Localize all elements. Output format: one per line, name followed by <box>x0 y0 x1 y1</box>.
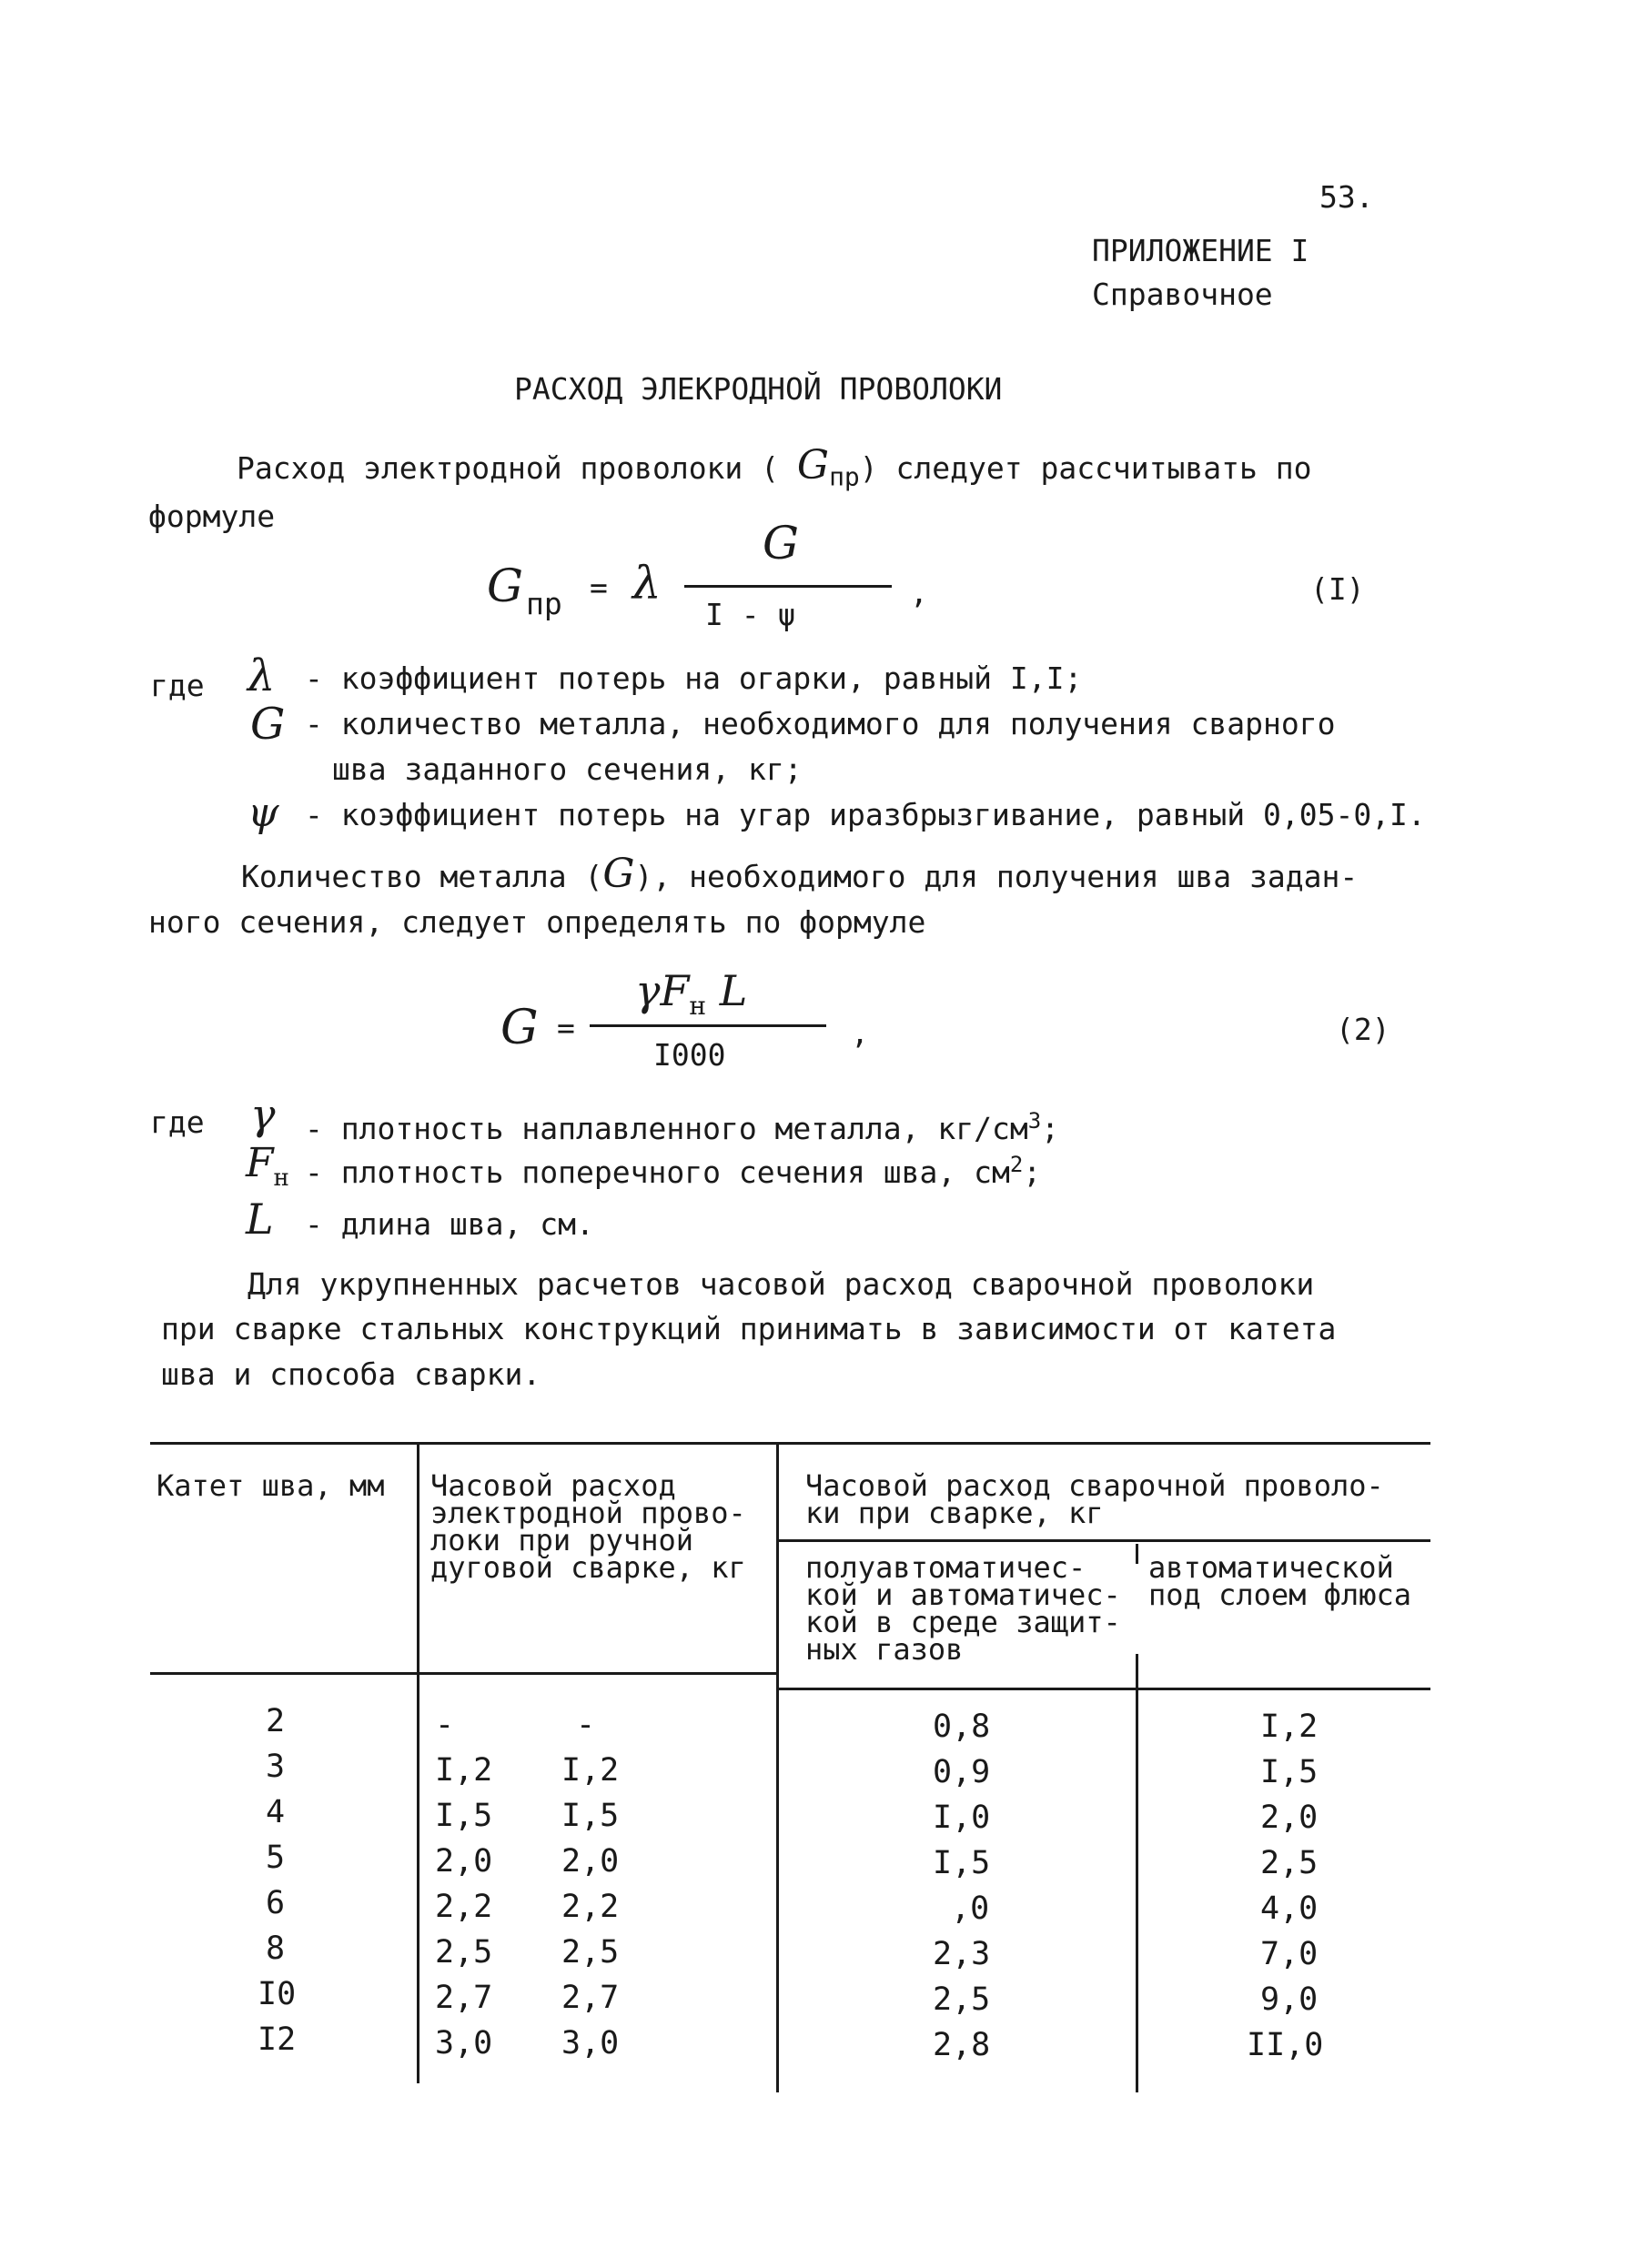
table-cell-manual-b: I,2 <box>561 1752 620 1789</box>
table-cell-auto: 7,0 <box>1260 1936 1319 1972</box>
where-1-def-g: - количество металла, необходимого для получения сварного <box>305 706 1336 741</box>
where-2-symbol-gamma: γ <box>250 1090 276 1139</box>
table-cell-manual-b: 2,5 <box>561 1934 620 1971</box>
where-label-2: где <box>150 1104 205 1140</box>
table-cell-manual-a: I,5 <box>435 1798 493 1834</box>
table-cell-manual-a: 3,0 <box>435 2025 493 2061</box>
table-header-rule-right <box>778 1688 1430 1690</box>
where-2-def-l: - длина шва, см. <box>305 1206 594 1242</box>
table-cell-katet: 8 <box>266 1930 286 1967</box>
where-2-def-gamma-text: - плотность наплавленного металла, кг/см <box>305 1111 1028 1146</box>
where-2-symbol-f-sub: н <box>273 1164 289 1192</box>
table-cell-semi: 2,5 <box>933 1981 991 2018</box>
table-cell-semi: ,0 <box>951 1890 990 1927</box>
symbol-g: G <box>796 442 830 489</box>
table-cell-katet: 4 <box>266 1794 286 1830</box>
table-subheader-rule <box>778 1539 1430 1542</box>
para-2-line-1 <box>241 852 1358 899</box>
para-3-line-3: шва и способа сварки. <box>161 1356 541 1392</box>
table-cell-auto: 2,5 <box>1260 1845 1319 1881</box>
where-2-def-f-text: - плотность поперечного сечения шва, см <box>305 1154 1010 1190</box>
para-2-text-b: ), необходимого для получения шва задан- <box>634 859 1359 894</box>
table-cell-auto: 2,0 <box>1260 1799 1319 1836</box>
table-header-auto-line: под слоем флюса <box>1148 1578 1411 1612</box>
symbol-subscript: пр <box>829 461 860 492</box>
formula-1-lhs-sub: пр <box>526 586 562 621</box>
table-header-manual <box>430 1468 746 1585</box>
table-cell-manual-b: 2,2 <box>561 1889 620 1925</box>
intro-text-a: Расход электродной проволоки ( <box>237 450 780 486</box>
formula-2-numerator <box>635 966 747 1021</box>
formula-1-lambda: λ <box>632 557 662 610</box>
para-3-line-1: Для укрупненных расчетов часовой расход сварочной проволоки <box>248 1266 1315 1302</box>
where-1-def-psi: - коэффициент потерь на угар иразбрызгивание, равный 0,05-0,I. <box>305 797 1426 832</box>
table-cell-auto: II,0 <box>1247 2027 1324 2063</box>
table-cell-auto: 9,0 <box>1260 1981 1319 2018</box>
table-cell-manual-a: I,2 <box>435 1752 493 1789</box>
table-cell-katet: 5 <box>266 1840 286 1876</box>
table-header-semiauto-line: полуавтоматичес- <box>805 1550 1086 1585</box>
appendix-kind: Справочное <box>1092 277 1273 312</box>
table-header-semiauto-line: кой и автоматичес- <box>805 1578 1121 1612</box>
where-1-symbol-lambda: λ <box>248 650 276 701</box>
table-cell-auto: I,5 <box>1260 1754 1319 1790</box>
formula-2-numerator-sub: н <box>689 991 707 1022</box>
where-2-def-f <box>305 1143 1041 1194</box>
table-header-rule-left <box>150 1672 778 1675</box>
page-number: 53. <box>1319 179 1374 215</box>
where-2-def-gamma-sup: 3 <box>1027 1108 1042 1134</box>
formula-2-fraction-bar <box>590 1024 826 1027</box>
where-1-symbol-g: G <box>250 699 286 750</box>
table-header-katet: Катет шва, мм <box>157 1468 385 1503</box>
table-cell-semi: 2,3 <box>933 1936 991 1972</box>
formula-2-comma: , <box>851 1015 869 1051</box>
formula-2-numerator-main: γF <box>635 966 690 1015</box>
table-top-rule <box>150 1442 1430 1445</box>
table-cell-manual-a: 2,0 <box>435 1843 493 1880</box>
formula-2-lhs: G <box>500 1001 539 1055</box>
table-cell-semi: 2,8 <box>933 2027 991 2063</box>
table-header-auto <box>1148 1550 1411 1612</box>
table-col-divider-1 <box>417 1442 419 2083</box>
where-2-def-gamma-tail: ; <box>1041 1111 1060 1146</box>
table-header-wire-line: ки при сварке, кг <box>805 1496 1104 1530</box>
page-title: РАСХОД ЭЛЕКРОДНОЙ ПРОВОЛОКИ <box>514 371 1003 407</box>
table-cell-katet: I2 <box>258 2021 297 2058</box>
table-cell-katet: 2 <box>266 1703 286 1739</box>
table-cell-manual-b: 2,7 <box>561 1980 620 2016</box>
formula-1-denominator: I - ψ <box>705 597 796 632</box>
formula-2-denominator: I000 <box>653 1037 726 1073</box>
table-header-manual-line: электродной прово- <box>430 1496 746 1530</box>
formula-1-number: (I) <box>1310 571 1365 607</box>
table-cell-manual-b: - <box>576 1707 596 1743</box>
table-cell-auto: I,2 <box>1260 1709 1319 1745</box>
table-header-semiauto-line: ных газов <box>805 1632 964 1667</box>
table-cell-semi: 0,8 <box>933 1709 991 1745</box>
table-header-auto-line: автоматической <box>1148 1550 1394 1585</box>
formula-2-numerator-tail: L <box>706 966 748 1015</box>
formula-2-eq: = <box>557 1010 575 1045</box>
where-2-symbol-l: L <box>246 1194 274 1244</box>
formula-2-number: (2) <box>1336 1012 1390 1047</box>
table-cell-auto: 4,0 <box>1260 1890 1319 1927</box>
formula-1-lhs: G <box>487 559 523 612</box>
where-2-symbol-f <box>246 1140 289 1192</box>
table-cell-manual-a: 2,7 <box>435 1980 493 2016</box>
para-2-text-a: Количество металла ( <box>241 859 603 894</box>
table-cell-manual-a: 2,2 <box>435 1889 493 1925</box>
formula-1-comma: , <box>910 575 928 610</box>
where-2-symbol-f-main: F <box>246 1140 274 1186</box>
table-header-wire-line: Часовой расход сварочной проволо- <box>805 1468 1384 1503</box>
table-cell-manual-b: 3,0 <box>561 2025 620 2061</box>
where-1-def-g-cont: шва заданного сечения, кг; <box>332 751 803 787</box>
where-label-1: где <box>150 668 205 703</box>
para-3-line-2: при сварке стальных конструкций принимать в зависимости от катета <box>161 1311 1337 1346</box>
table-cell-katet: I0 <box>258 1976 297 2012</box>
formula-1-eq: = <box>590 570 608 605</box>
appendix-label: ПРИЛОЖЕНИЕ I <box>1092 233 1309 268</box>
table-header-wire <box>805 1468 1384 1530</box>
table-cell-manual-b: I,5 <box>561 1798 620 1834</box>
table-header-semiauto-line: кой в среде защит- <box>805 1605 1121 1639</box>
formula-1-numerator: G <box>763 517 799 570</box>
symbol-g: G <box>602 851 635 897</box>
intro-text-b: ) следует рассчитывать по <box>859 450 1312 486</box>
where-1-def-lambda: - коэффициент потерь на огарки, равный I,I; <box>305 660 1083 696</box>
table-header-manual-line: локи при ручной <box>430 1523 693 1557</box>
table-cell-semi: 0,9 <box>933 1754 991 1790</box>
table-cell-semi: I,5 <box>933 1845 991 1881</box>
table-col-divider-3-top <box>1136 1544 1138 1564</box>
where-2-def-f-tail: ; <box>1023 1154 1042 1190</box>
intro-line-1 <box>237 444 1311 499</box>
table-cell-katet: 3 <box>266 1749 286 1785</box>
para-2-line-2: ного сечения, следует определять по формуле <box>148 904 926 940</box>
table-header-manual-line: Часовой расход <box>430 1468 676 1503</box>
table-cell-manual-a: - <box>435 1707 455 1743</box>
table-cell-semi: I,0 <box>933 1799 991 1836</box>
table-col-divider-3 <box>1136 1654 1138 2092</box>
table-cell-manual-b: 2,0 <box>561 1843 620 1880</box>
table-header-manual-line: дуговой сварке, кг <box>430 1550 746 1585</box>
table-col-divider-2 <box>776 1442 779 2092</box>
table-header-semiauto <box>805 1550 1121 1667</box>
intro-line-2: формуле <box>148 499 276 534</box>
where-1-symbol-psi: ψ <box>248 790 279 836</box>
table-cell-manual-a: 2,5 <box>435 1934 493 1971</box>
where-2-def-f-sup: 2 <box>1009 1152 1024 1177</box>
formula-1-fraction-bar <box>684 585 892 588</box>
table-cell-katet: 6 <box>266 1885 286 1921</box>
